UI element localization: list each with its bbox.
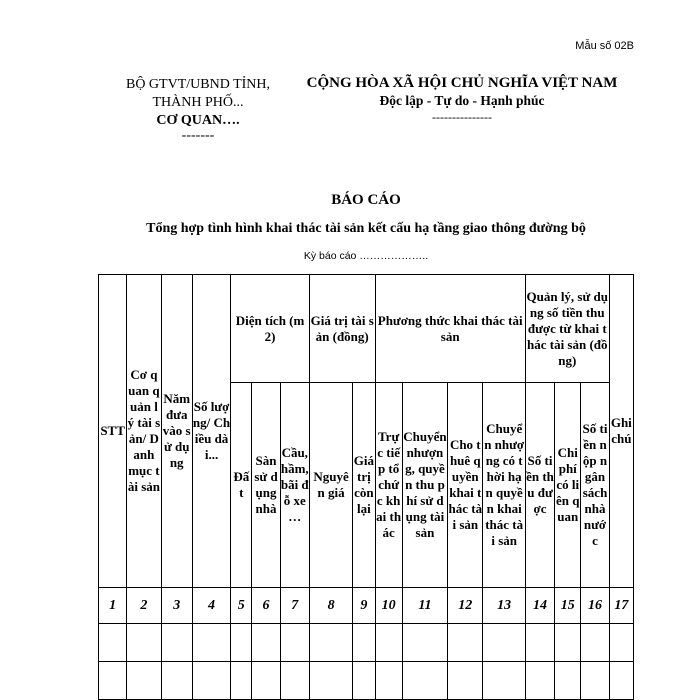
national-motto: Độc lập - Tự do - Hạnh phúc bbox=[379, 93, 545, 108]
table-cell bbox=[280, 624, 309, 662]
column-number: 10 bbox=[375, 588, 402, 624]
header-floor: Sàn sử dụng nhà bbox=[252, 383, 280, 588]
table-cell bbox=[555, 662, 581, 700]
table-cell bbox=[375, 662, 402, 700]
table-cell bbox=[99, 662, 127, 700]
table-cell bbox=[448, 624, 483, 662]
table-cell bbox=[353, 662, 375, 700]
table-cell bbox=[525, 624, 554, 662]
header-agency: Cơ quan quản lý tài sản/ Danh mục tài sản bbox=[127, 275, 161, 588]
table-cell bbox=[252, 662, 280, 700]
table-cell bbox=[231, 662, 252, 700]
header-value-group: Giá trị tài sản (đồng) bbox=[309, 275, 375, 383]
table-cell bbox=[192, 662, 230, 700]
national-header bbox=[292, 74, 632, 124]
column-number: 9 bbox=[353, 588, 375, 624]
table-cell bbox=[231, 624, 252, 662]
table-cell bbox=[581, 624, 609, 662]
table-cell bbox=[161, 662, 192, 700]
header-lease: Cho thuê quyền khai thác tài sản bbox=[448, 383, 483, 588]
report-table bbox=[98, 274, 634, 700]
national-title: CỘNG HÒA XÃ HỘI CHỦ NGHĨA VIỆT NAM bbox=[306, 75, 618, 91]
agency-header bbox=[98, 76, 298, 142]
column-number: 16 bbox=[581, 588, 609, 624]
report-period: Kỳ báo cáo ……………….. bbox=[303, 250, 429, 262]
header-money-group: Quản lý, sử dụng số tiền thu được từ khai thác tài sản (đồng) bbox=[525, 275, 609, 383]
table-cell bbox=[127, 662, 161, 700]
table-cell bbox=[609, 624, 633, 662]
table-cell bbox=[448, 662, 483, 700]
header-remaining-value: Giá trị còn lại bbox=[353, 383, 375, 588]
report-title: BÁO CÁO bbox=[331, 192, 401, 208]
header-note: Ghi chú bbox=[609, 275, 633, 588]
agency-line: CƠ QUAN…. bbox=[156, 113, 240, 128]
column-number: 11 bbox=[402, 588, 447, 624]
table-cell bbox=[525, 662, 554, 700]
column-number: 7 bbox=[280, 588, 309, 624]
header-direct: Trực tiếp tổ chức khai thác bbox=[375, 383, 402, 588]
city-line: THÀNH PHỐ... bbox=[152, 95, 244, 110]
table-cell bbox=[127, 624, 161, 662]
national-rule: --------------- bbox=[432, 110, 492, 124]
table-cell bbox=[161, 624, 192, 662]
column-number-row bbox=[99, 588, 634, 624]
header-paid-budget: Số tiền nộp ngân sách nhà nước bbox=[581, 383, 609, 588]
table-cell bbox=[555, 624, 581, 662]
column-number: 17 bbox=[609, 588, 633, 624]
column-number: 14 bbox=[525, 588, 554, 624]
table-row bbox=[99, 662, 634, 700]
column-number: 12 bbox=[448, 588, 483, 624]
report-subtitle: Tổng hợp tình hình khai thác tài sản kết cấu hạ tầng giao thông đường bộ bbox=[146, 221, 586, 236]
header-quantity: Số lượng/ Chiều dài... bbox=[192, 275, 230, 588]
column-number: 3 bbox=[161, 588, 192, 624]
header-area-group: Diện tích (m2) bbox=[231, 275, 310, 383]
header-bridge: Cầu, hầm, bãi đỗ xe … bbox=[280, 383, 309, 588]
table-row bbox=[99, 624, 634, 662]
column-number: 8 bbox=[309, 588, 352, 624]
column-number: 1 bbox=[99, 588, 127, 624]
column-number: 13 bbox=[483, 588, 525, 624]
column-number: 15 bbox=[555, 588, 581, 624]
table-cell bbox=[252, 624, 280, 662]
header-collected: Số tiền thu được bbox=[525, 383, 554, 588]
header-transfer-term: Chuyển nhượng có thời hạn quyền khai thác tài sản bbox=[483, 383, 525, 588]
column-number: 2 bbox=[127, 588, 161, 624]
column-number: 4 bbox=[192, 588, 230, 624]
table-cell bbox=[353, 624, 375, 662]
table-cell bbox=[483, 624, 525, 662]
table-cell bbox=[192, 624, 230, 662]
table-cell bbox=[99, 624, 127, 662]
table-cell bbox=[402, 624, 447, 662]
header-expenses: Chi phí có liên quan bbox=[555, 383, 581, 588]
table-cell bbox=[483, 662, 525, 700]
header-method-group: Phương thức khai thác tài sản bbox=[375, 275, 525, 383]
table-cell bbox=[280, 662, 309, 700]
agency-rule: ------- bbox=[181, 128, 215, 143]
header-original-price: Nguyên giá bbox=[309, 383, 352, 588]
column-number: 5 bbox=[231, 588, 252, 624]
table-cell bbox=[375, 624, 402, 662]
table-cell bbox=[581, 662, 609, 700]
form-code: Mẫu số 02B bbox=[575, 40, 634, 52]
header-year: Năm đưa vào sử dụng bbox=[161, 275, 192, 588]
header-land: Đất bbox=[231, 383, 252, 588]
ministry-line: BỘ GTVT/UBND TỈNH, bbox=[125, 77, 270, 92]
header-stt: STT bbox=[99, 275, 127, 588]
table-cell bbox=[609, 662, 633, 700]
header-transfer-fee: Chuyển nhượng, quyền thu phí sử dụng tài sản bbox=[402, 383, 447, 588]
column-number: 6 bbox=[252, 588, 280, 624]
table-cell bbox=[309, 662, 352, 700]
table-cell bbox=[309, 624, 352, 662]
table-cell bbox=[402, 662, 447, 700]
